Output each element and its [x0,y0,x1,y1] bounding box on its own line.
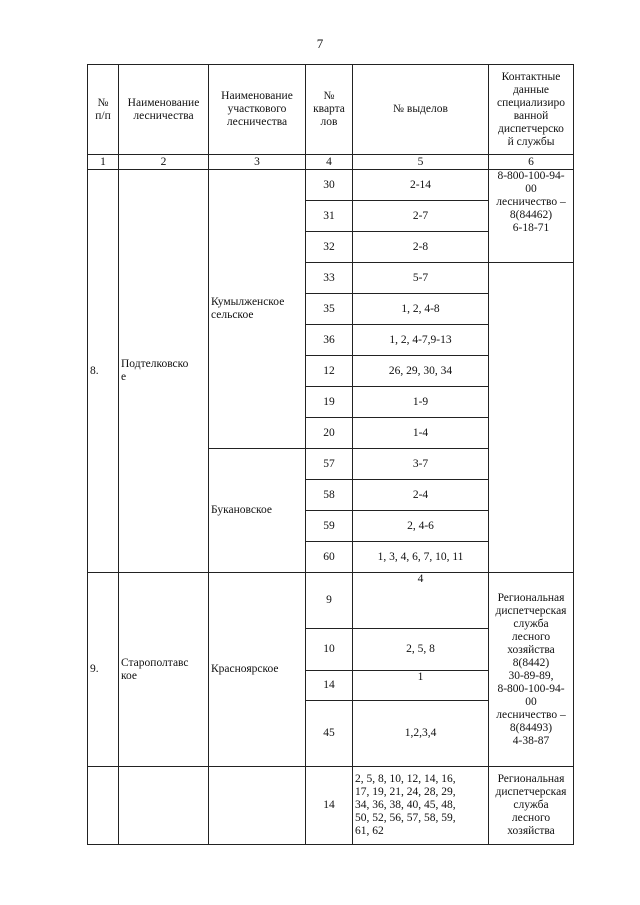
cell-line: 30-89-89, [508,669,554,682]
cell-line: диспетчерско [498,122,564,135]
contact-cell-empty [489,263,574,573]
table-row [88,170,574,201]
cell-line: 17, 19, 21, 24, 28, 29, [355,786,456,798]
quarter-cell: 31 [306,201,353,232]
allotment-cell: 1, 3, 4, 6, 7, 10, 11 [353,542,489,573]
header-cell [209,65,306,155]
allotment-cell: 2, 4-6 [353,511,489,542]
cell-line: й службы [507,135,555,148]
cell-line: 4-38-87 [512,734,550,747]
header-cell [489,65,574,155]
allotment-cell: 1, 2, 4-8 [353,294,489,325]
forestry-name-empty [119,767,209,845]
forestry-name [119,573,209,767]
cell-line: Региональная [497,591,565,604]
quarter-cell: 14 [306,767,353,845]
header-cell [119,65,209,155]
allotment-cell: 1-4 [353,418,489,449]
cell-line: лесничества [133,109,194,122]
forestry-name [119,170,209,573]
cell-line: специализиро [497,96,565,109]
cell-line: лесничество – [496,196,566,208]
column-number-row [88,155,574,170]
cell-line: п/п [95,109,111,122]
cell-line: Старополтавс [121,656,189,669]
column-number: 6 [489,155,574,170]
allotment-cell: 2-14 [353,170,489,201]
contact-cell [489,170,574,263]
cell-line: лесничества [226,116,288,128]
quarter-cell: 45 [306,701,353,767]
quarter-cell: 30 [306,170,353,201]
header-cell [353,65,489,155]
cell-line: 00 [525,183,537,195]
column-number: 3 [209,155,306,170]
allotment-cell: 2, 5, 8 [353,629,489,671]
quarter-cell: 58 [306,480,353,511]
row-number: 8. [88,170,119,573]
cell-line: служба [513,617,549,630]
cell-line: 61, 62 [355,825,384,837]
quarter-cell: 9 [306,573,353,629]
cell-line: 50, 52, 56, 57, 58, 59, [355,812,456,824]
cell-line: хозяйства [507,825,555,837]
table-row [88,573,574,629]
cell-line: Красноярское [211,663,279,675]
cell-line: 8-800-100-94- [497,682,565,695]
cell-line: Подтелковско [121,358,189,370]
allotment-cell [353,767,489,845]
header-cell [306,65,353,155]
cell-line: № выделов [393,103,448,115]
cell-line: диспетчерская [495,786,567,798]
contact-cell [489,573,574,767]
cell-line: диспетчерская [495,604,567,617]
cell-line: 6-18-71 [512,222,550,234]
header-row [88,65,574,155]
cell-line: № [323,90,335,102]
cell-line: кое [121,669,137,682]
cell-line: Региональная [497,773,565,785]
quarter-cell: 14 [306,671,353,701]
allotment-cell: 1-9 [353,387,489,418]
cell-line: 34, 36, 38, 40, 45, 48, [355,799,456,811]
row-number-empty [88,767,119,845]
forestry-table [87,64,574,845]
allotment-cell: 1,2,3,4 [353,701,489,767]
cell-line: 8(84493) [509,721,553,734]
column-number: 4 [306,155,353,170]
allotment-cell: 2-7 [353,201,489,232]
cell-line: сельское [211,309,254,321]
cell-line: участкового [227,103,287,115]
allotment-cell: 2-8 [353,232,489,263]
quarter-cell: 35 [306,294,353,325]
cell-line: данные [512,83,550,96]
cell-line: Контактные [501,70,561,83]
quarter-cell: 57 [306,449,353,480]
cell-line: 8-800-100-94- [497,170,565,182]
cell-line: Букановское [211,504,272,516]
header-cell [88,65,119,155]
quarter-cell: 19 [306,387,353,418]
cell-line: лесничество – [496,708,566,721]
allotment-cell: 5-7 [353,263,489,294]
district-name [209,573,306,767]
quarter-cell: 20 [306,418,353,449]
cell-line: № [97,96,109,109]
district-name [209,449,306,573]
quarter-cell: 59 [306,511,353,542]
allotment-cell: 1 [353,671,489,701]
cell-line: лесного [511,630,551,643]
cell-line: 8(84462) [509,209,553,221]
quarter-cell: 32 [306,232,353,263]
quarter-cell: 36 [306,325,353,356]
quarter-cell: 10 [306,629,353,671]
cell-line: Кумылженское [211,296,285,308]
row-number: 9. [88,573,119,767]
cell-line: хозяйства [507,643,555,656]
cell-line: 2, 5, 8, 10, 12, 14, 16, [355,773,456,785]
allotment-cell: 1, 2, 4-7,9-13 [353,325,489,356]
cell-line: Наименование [127,96,200,109]
district-name-empty [209,767,306,845]
cell-line: кварта [313,103,345,115]
district-name [209,170,306,449]
table-row [88,767,574,845]
cell-line: лесного [511,812,551,824]
column-number: 1 [88,155,119,170]
column-number: 5 [353,155,489,170]
allotment-cell: 2-4 [353,480,489,511]
cell-line: служба [513,799,549,811]
quarter-cell: 12 [306,356,353,387]
cell-line: Наименование [221,90,293,102]
contact-cell [489,767,574,845]
allotment-cell: 3-7 [353,449,489,480]
cell-line: ванной [513,109,549,122]
cell-line: 8(8442) [512,656,550,669]
cell-line: 00 [525,695,537,708]
quarter-cell: 33 [306,263,353,294]
column-number: 2 [119,155,209,170]
allotment-cell: 26, 29, 30, 34 [353,356,489,387]
allotment-cell: 4 [353,573,489,629]
page-number: 7 [316,36,324,51]
cell-line: е [121,371,127,383]
quarter-cell: 60 [306,542,353,573]
cell-line: лов [320,116,338,128]
